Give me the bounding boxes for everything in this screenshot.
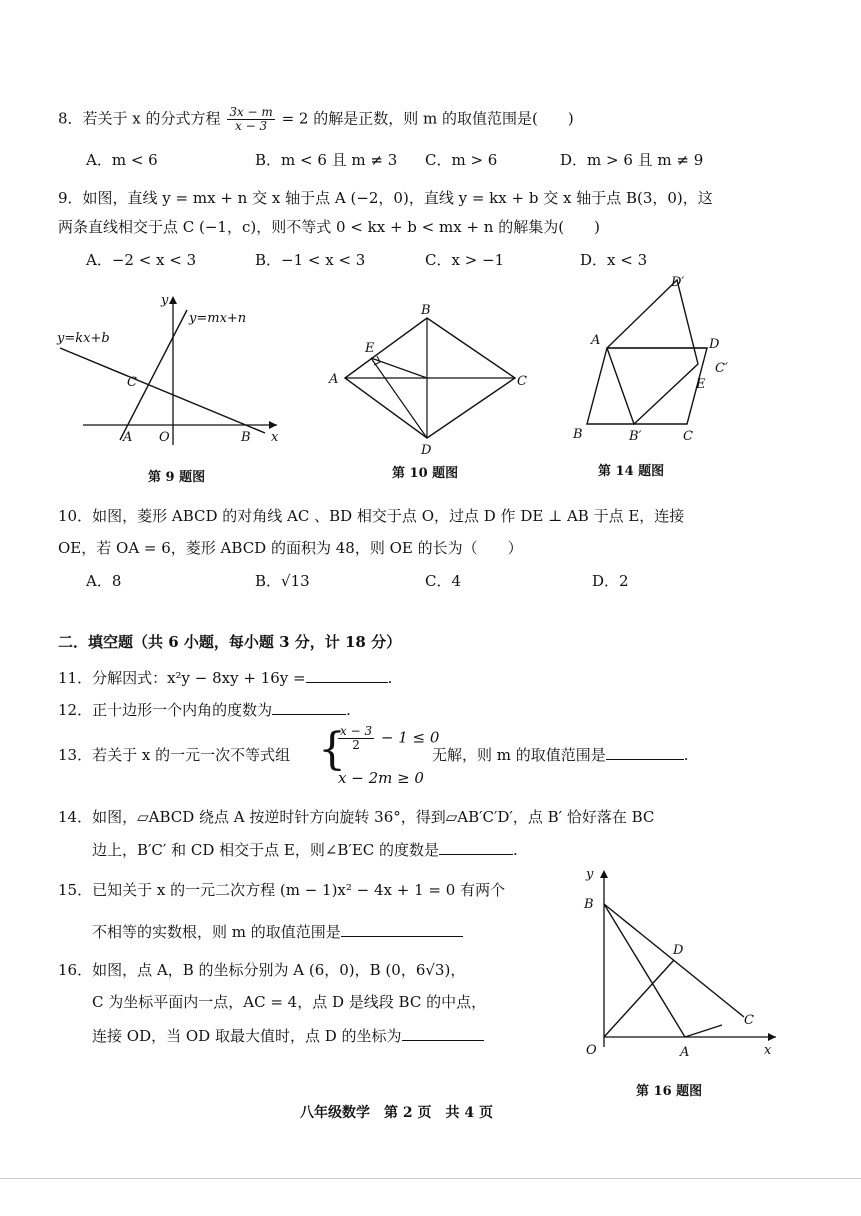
q15-answer-blank[interactable]	[341, 922, 463, 937]
label-e: E	[696, 377, 706, 392]
figure-10-caption: 第 10 题图	[392, 466, 459, 481]
q14-line1: 14．如图，▱ABCD 绕点 A 按逆时针方向旋转 36°，得到▱AB′C′D′，点 B′ 恰好落在 BC	[58, 808, 655, 826]
q10-option-a: A．8	[86, 572, 122, 590]
label-x: x	[764, 1043, 772, 1058]
q8-fraction: $\frac{3x - m}{x - 3}$	[229, 105, 273, 133]
label-d: D	[673, 943, 684, 958]
label-a: A	[591, 333, 601, 348]
q8-stem	[58, 106, 574, 133]
label-d: D	[709, 337, 720, 352]
label-c: C	[744, 1013, 754, 1028]
q8-option-b: B．m < 6 且 m ≠ 3	[255, 151, 398, 169]
q14-line2: 边上，B′C′ 和 CD 相交于点 E，则∠B′EC 的度数是 .	[92, 841, 518, 859]
q13-ineq2: x − 2m ≥ 0	[338, 769, 424, 787]
q9-option-c: C．x > −1	[425, 251, 505, 269]
q13-fraction: $\frac{x - 3}{2}$	[340, 724, 373, 752]
q8-option-d: D．m > 6 且 m ≠ 9	[560, 151, 704, 169]
q12: 12．正十边形一个内角的度数为 .	[58, 701, 351, 719]
q13-lead: 13．若关于 x 的一元一次不等式组	[58, 746, 291, 764]
q10-line2: OE，若 OA = 6，菱形 ABCD 的面积为 48，则 OE 的长为（ ）	[58, 539, 523, 557]
figure-9-caption: 第 9 题图	[148, 470, 206, 485]
q8-lead: 8．若关于 x 的分式方程	[58, 109, 221, 128]
q16-line3-text: 连接 OD，当 OD 取最大值时，点 D 的坐标为	[92, 1027, 402, 1045]
q10-option-b: B．√13	[255, 572, 310, 590]
label-b: B	[573, 427, 583, 442]
q13-tail-text: 无解，则 m 的取值范围是	[432, 746, 606, 764]
q8-tail: = 2 的解是正数，则 m 的取值范围是( )	[281, 109, 574, 128]
q15-line1: 15．已知关于 x 的一元二次方程 (m − 1)x² − 4x + 1 = 0 有两个	[58, 881, 506, 899]
q13-ineq1-tail: − 1 ≤ 0	[380, 728, 440, 747]
q13-answer-blank[interactable]	[606, 745, 684, 760]
q15-line2-text: 不相等的实数根，则 m 的取值范围是	[92, 923, 341, 941]
label-a: A	[329, 372, 339, 387]
label-c: C	[517, 374, 527, 389]
q15-line2	[92, 922, 463, 942]
q10-option-d: D．2	[592, 572, 629, 590]
q16-answer-blank[interactable]	[402, 1026, 484, 1041]
label-y: y	[161, 293, 169, 308]
figure-9	[55, 290, 285, 450]
q9-option-b: B．−1 < x < 3	[255, 251, 366, 269]
label-a: A	[123, 430, 133, 445]
label-e: E	[365, 341, 375, 356]
q9-line1: 9．如图，直线 y = mx + n 交 x 轴于点 A (−2，0)，直线 y = kx + b 交 x 轴于点 B(3，0)，这	[58, 189, 713, 207]
label-b: B	[241, 430, 251, 445]
scan-edge	[0, 1178, 861, 1179]
q9-line2: 两条直线相交于点 C (−1，c)，则不等式 0 < kx + b < mx + n 的解集为( )	[58, 218, 600, 236]
label-o: O	[159, 430, 170, 445]
q13-tail: 无解，则 m 的取值范围是 .	[432, 746, 689, 764]
q12-text: 12．正十边形一个内角的度数为	[58, 701, 273, 719]
q8-option-c: C．m > 6	[425, 151, 498, 169]
q16-line3	[92, 1026, 484, 1046]
label-x: x	[271, 430, 279, 445]
label-line1: y=mx+n	[189, 311, 247, 326]
q11: 11．分解因式：x²y − 8xy + 16y = .	[58, 669, 393, 687]
page-footer: 八年级数学 第 2 页 共 4 页	[300, 1105, 493, 1121]
label-b: B	[421, 303, 431, 318]
label-b: B	[584, 897, 594, 912]
q16-line1: 16．如图，点 A，B 的坐标分别为 A (6，0)，B (0，6√3)，	[58, 961, 466, 979]
figure-16	[572, 862, 782, 1062]
label-d-prime: D′	[671, 275, 685, 290]
q12-answer-blank[interactable]	[272, 700, 346, 715]
q9-option-d: D．x < 3	[580, 251, 648, 269]
figure-14	[565, 268, 745, 448]
q11-text: 11．分解因式：x²y − 8xy + 16y =	[58, 669, 306, 687]
q13-brace: {	[318, 724, 346, 775]
q10-line1: 10．如图，菱形 ABCD 的对角线 AC 、BD 相交于点 O，过点 D 作 DE ⊥ AB 于点 E，连接	[58, 507, 685, 525]
q10-option-c: C．4	[425, 572, 462, 590]
label-y: y	[586, 867, 594, 882]
label-d: D	[421, 443, 432, 458]
q9-option-a: A．−2 < x < 3	[86, 251, 197, 269]
label-c: C	[683, 429, 693, 444]
figure-10	[325, 300, 535, 458]
label-line2: y=kx+b	[57, 331, 110, 346]
label-c-prime: C′	[715, 361, 728, 376]
label-c: C	[127, 375, 137, 390]
q14-answer-blank[interactable]	[439, 840, 513, 855]
label-b-prime: B′	[629, 429, 642, 444]
q13-ineq1	[336, 725, 439, 752]
label-a: A	[680, 1045, 690, 1060]
q14-line2-text: 边上，B′C′ 和 CD 相交于点 E，则∠B′EC 的度数是	[92, 841, 440, 859]
section-2-heading: 二．填空题（共 6 小题，每小题 3 分，计 18 分）	[58, 633, 402, 651]
q11-answer-blank[interactable]	[306, 668, 388, 683]
figure-16-caption: 第 16 题图	[636, 1084, 703, 1099]
figure-14-caption: 第 14 题图	[598, 464, 665, 479]
label-o: O	[586, 1043, 597, 1058]
line-kx-b	[60, 348, 265, 433]
q16-line2: C 为坐标平面内一点，AC = 4，点 D 是线段 BC 的中点，	[92, 993, 487, 1011]
q8-option-a: A．m < 6	[86, 151, 158, 169]
